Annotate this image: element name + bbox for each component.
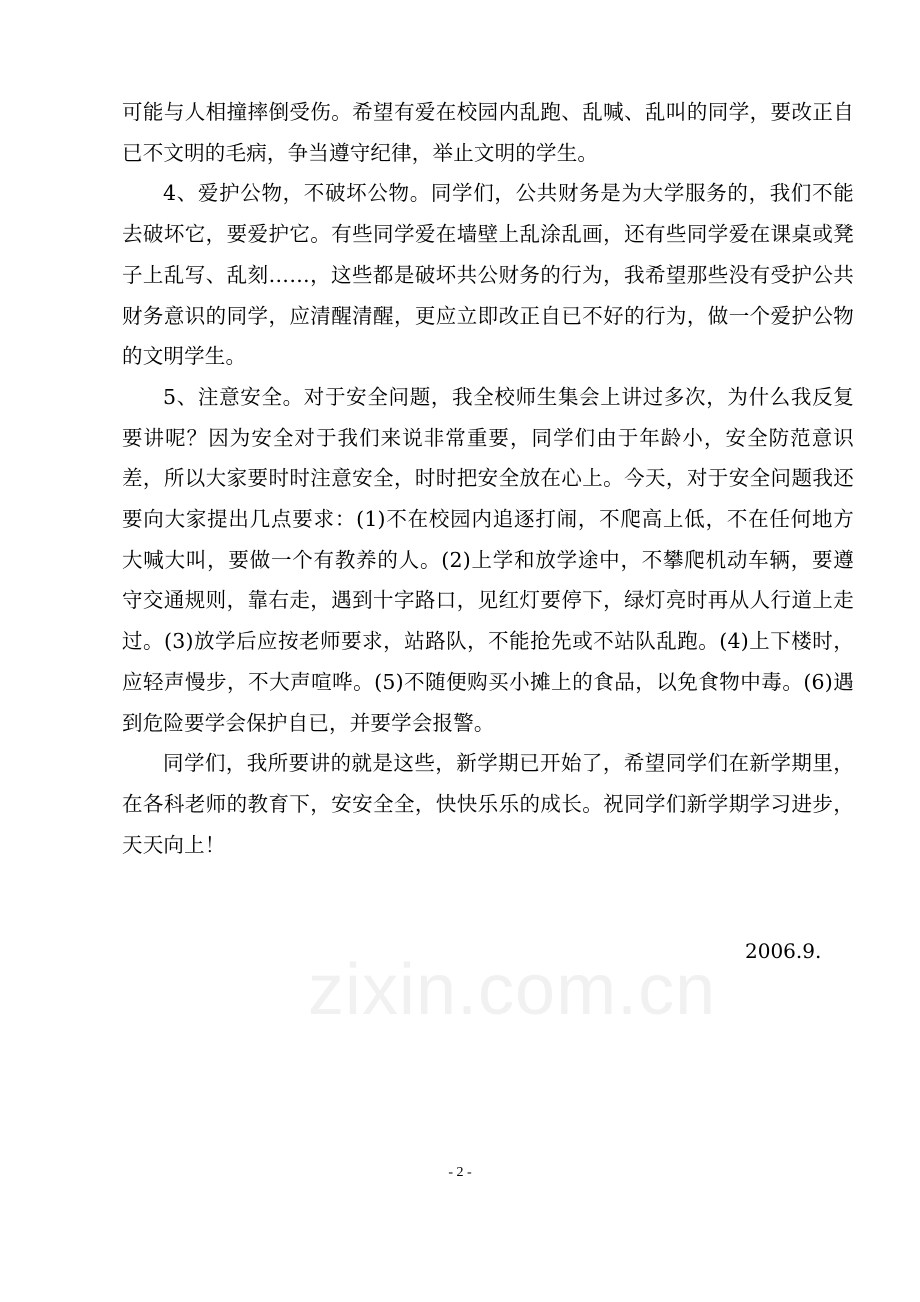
watermark: zixin.com.cn xyxy=(308,950,717,1030)
paragraph-4-closing: 同学们，我所要讲的就是这些，新学期已开始了，希望同学们在新学期里，在各科老师的教育下，安安全全，快快乐乐的成长。祝同学们新学期学习进步，天天向上！ xyxy=(122,751,854,857)
paragraph-1: 可能与人相撞摔倒受伤。希望有爱在校园内乱跑、乱喊、乱叫的同学，要改正自已不文明的毛病，争当遵守纪律，举止文明的学生。 xyxy=(122,100,854,165)
document-date: 2006.9. xyxy=(745,939,822,963)
paragraph-3-safety: 5、注意安全。对于安全问题，我全校师生集会上讲过多次，为什么我反复要讲呢？因为安全对于我们来说非常重要，同学们由于年龄小，安全防范意识差，所以大家要时时注意安全，时时把安全放在心上。今天，对于安全问题我还要向大家提出几点要求：(1)不在校园内追逐打闹，不爬高上低，不在任何地方大喊大叫，要做一个有教养的人。(2)上学和放学途中，不攀爬机动车辆，要遵守交通规则，靠右走，遇到十字路口，见红灯要停下，绿灯亮时再从人行道上走过。(3)放学后应按老师要求，站路队，不能抢先或不站队乱跑。(4)上下楼时，应轻声慢步，不大声喧哗。(5)不随便购买小摊上的食品，以免食物中毒。(6)遇到危险要学会保护自已，并要学会报警。 xyxy=(122,384,854,735)
page-number: - 2 - xyxy=(448,1165,472,1180)
document-body xyxy=(122,92,854,865)
paragraph-2-protect-public-property: 4、爱护公物，不破坏公物。同学们，公共财务是为大学服务的，我们不能去破坏它，要爱护它。有些同学爱在墙壁上乱涂乱画，还有些同学爱在课桌或凳子上乱写、乱刻……，这些都是破坏共公财务的行为，我希望那些没有受护公共财务意识的同学，应清醒清醒，更应立即改正自已不好的行为，做一个爱护公物的文明学生。 xyxy=(122,181,854,369)
